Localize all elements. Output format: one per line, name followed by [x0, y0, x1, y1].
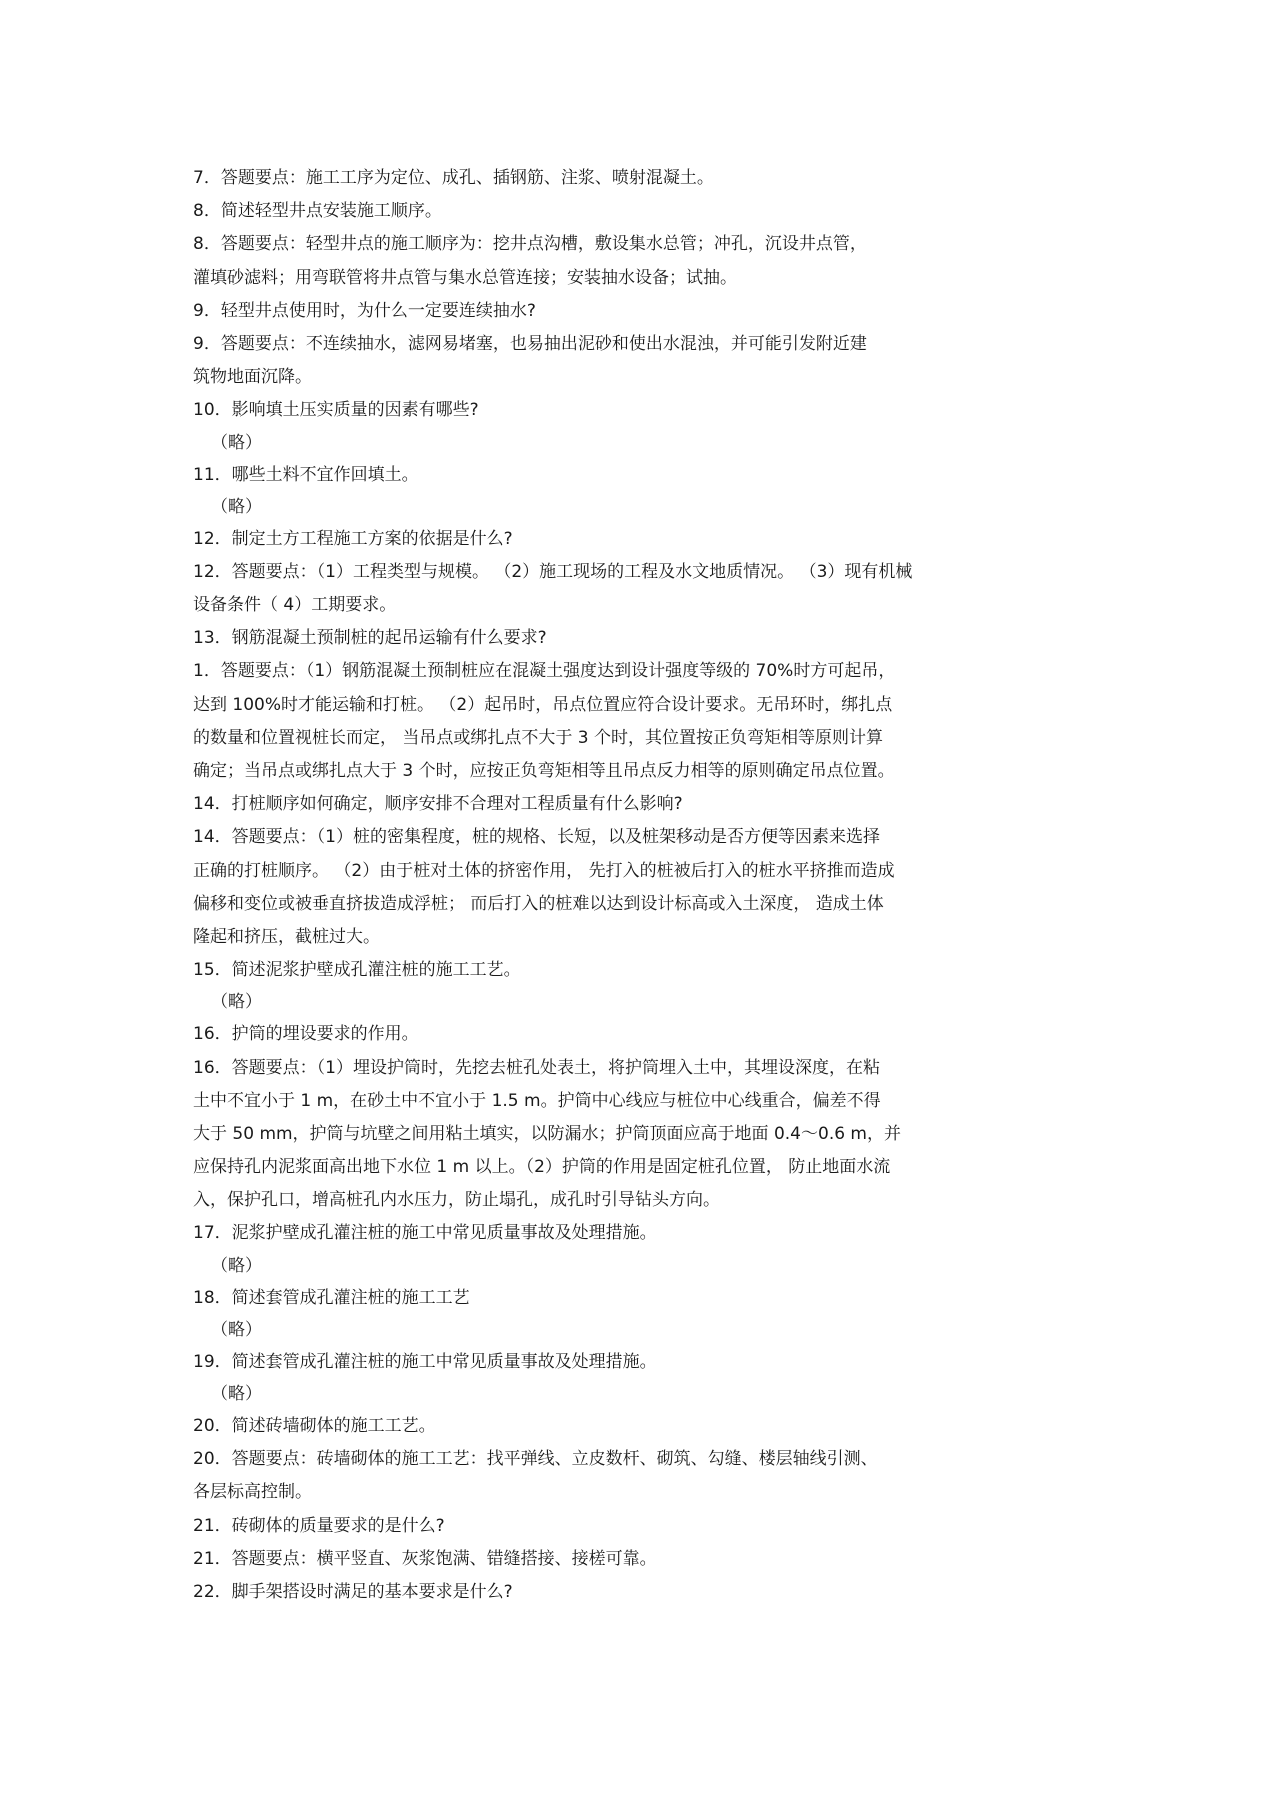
question-line: 11．哪些土料不宜作回填土。	[193, 464, 419, 485]
text-line: 的数量和位置视桩长而定， 当吊点或绑扎点不大于 3 个时，其位置按正负弯矩相等原则计算	[193, 727, 884, 748]
text-line: 筑物地面沉降。	[193, 367, 312, 388]
question-line: 10．影响填土压实质量的因素有哪些?	[193, 400, 479, 421]
text-line: 7．答题要点：施工工序为定位、成孔、插钢筋、注浆、喷射混凝土。	[193, 168, 714, 188]
omitted-note: （略）	[211, 432, 262, 453]
omitted-note: （略）	[211, 992, 262, 1013]
question-line: 14．打桩顺序如何确定，顺序安排不合理对工程质量有什么影响?	[193, 794, 683, 815]
question-line: 16．护筒的埋设要求的作用。	[193, 1024, 419, 1045]
text-line: 设备条件（ 4）工期要求。	[193, 595, 397, 616]
question-line: 8．简述轻型井点安装施工顺序。	[193, 201, 442, 222]
omitted-note: （略）	[211, 1255, 262, 1276]
answer-line: 12．答题要点：（1）工程类型与规模。 （2）施工现场的工程及水文地质情况。 （3）现有机械	[193, 561, 913, 582]
question-line: 21．砖砌体的质量要求的是什么?	[193, 1515, 445, 1536]
question-line: 12．制定土方工程施工方案的依据是什么?	[193, 528, 513, 549]
text-line: 各层标高控制。	[193, 1482, 312, 1503]
text-line: 灌填砂滤料；用弯联管将井点管与集水总管连接；安装抽水设备；试抽。	[193, 267, 737, 288]
question-line: 15．简述泥浆护壁成孔灌注桩的施工工艺。	[193, 960, 521, 981]
document-body	[193, 162, 1093, 1609]
omitted-note: （略）	[211, 1319, 262, 1340]
question-line: 20．简述砖墙砌体的施工工艺。	[193, 1416, 436, 1436]
answer-line: 16．答题要点：（1）埋设护筒时，先挖去桩孔处表土，将护筒埋入土中，其埋设深度，在粘	[193, 1057, 880, 1078]
question-line: 18．简述套管成孔灌注桩的施工工艺	[193, 1287, 470, 1308]
answer-line: 21．答题要点：横平竖直、灰浆饱满、错缝搭接、接槎可靠。	[193, 1548, 657, 1569]
text-line: 土中不宜小于 1 m，在砂土中不宜小于 1.5 m。护筒中心线应与桩位中心线重合，偏差不得	[193, 1090, 881, 1111]
question-line: 19．简述套管成孔灌注桩的施工中常见质量事故及处理措施。	[193, 1351, 657, 1372]
answer-line: 1．答题要点：（1）钢筋混凝土预制桩应在混凝土强度达到设计强度等级的 70%时方可起吊，	[193, 661, 896, 682]
text-line: 入，保护孔口，增高桩孔内水压力，防止塌孔，成孔时引导钻头方向。	[193, 1190, 720, 1211]
question-line: 17．泥浆护壁成孔灌注桩的施工中常见质量事故及处理措施。	[193, 1223, 657, 1244]
text-line: 应保持孔内泥浆面高出地下水位 1 m 以上。（2）护筒的作用是固定桩孔位置， 防止地面水流	[193, 1157, 891, 1178]
answer-line: 9．答题要点：不连续抽水，滤网易堵塞，也易抽出泥砂和使出水混浊，并可能引发附近建	[193, 333, 867, 354]
text-line: 达到 100%时才能运输和打桩。 （2）起吊时，吊点位置应符合设计要求。无吊环时，绑扎点	[193, 694, 893, 715]
text-line: 正确的打桩顺序。 （2）由于桩对土体的挤密作用， 先打入的桩被后打入的桩水平挤推而造成	[193, 860, 895, 881]
omitted-note: （略）	[211, 496, 262, 517]
answer-line: 20．答题要点：砖墙砌体的施工工艺：找平弹线、立皮数杆、砌筑、勾缝、楼层轴线引测、	[193, 1449, 878, 1470]
answer-line: 8．答题要点：轻型井点的施工顺序为：挖井点沟槽，敷设集水总管；冲孔，沉设井点管，	[193, 234, 867, 255]
text-line: 大于 50 mm，护筒与坑壁之间用粘土填实，以防漏水；护筒顶面应高于地面 0.4～0.6 m，并	[193, 1123, 901, 1144]
text-line: 偏移和变位或被垂直挤拔造成浮桩； 而后打入的桩难以达到设计标高或入土深度， 造成土体	[193, 893, 884, 914]
question-line: 13．钢筋混凝土预制桩的起吊运输有什么要求?	[193, 628, 547, 649]
question-line: 9．轻型井点使用时，为什么一定要连续抽水?	[193, 300, 536, 321]
question-line: 22．脚手架搭设时满足的基本要求是什么?	[193, 1581, 513, 1602]
text-line: 隆起和挤压，截桩过大。	[193, 926, 380, 947]
omitted-note: （略）	[211, 1384, 262, 1404]
text-line: 确定；当吊点或绑扎点大于 3 个时，应按正负弯矩相等且吊点反力相等的原则确定吊点位置。	[193, 761, 895, 781]
answer-line: 14．答题要点：（1）桩的密集程度，桩的规格、长短，以及桩架移动是否方便等因素来选择	[193, 827, 880, 848]
